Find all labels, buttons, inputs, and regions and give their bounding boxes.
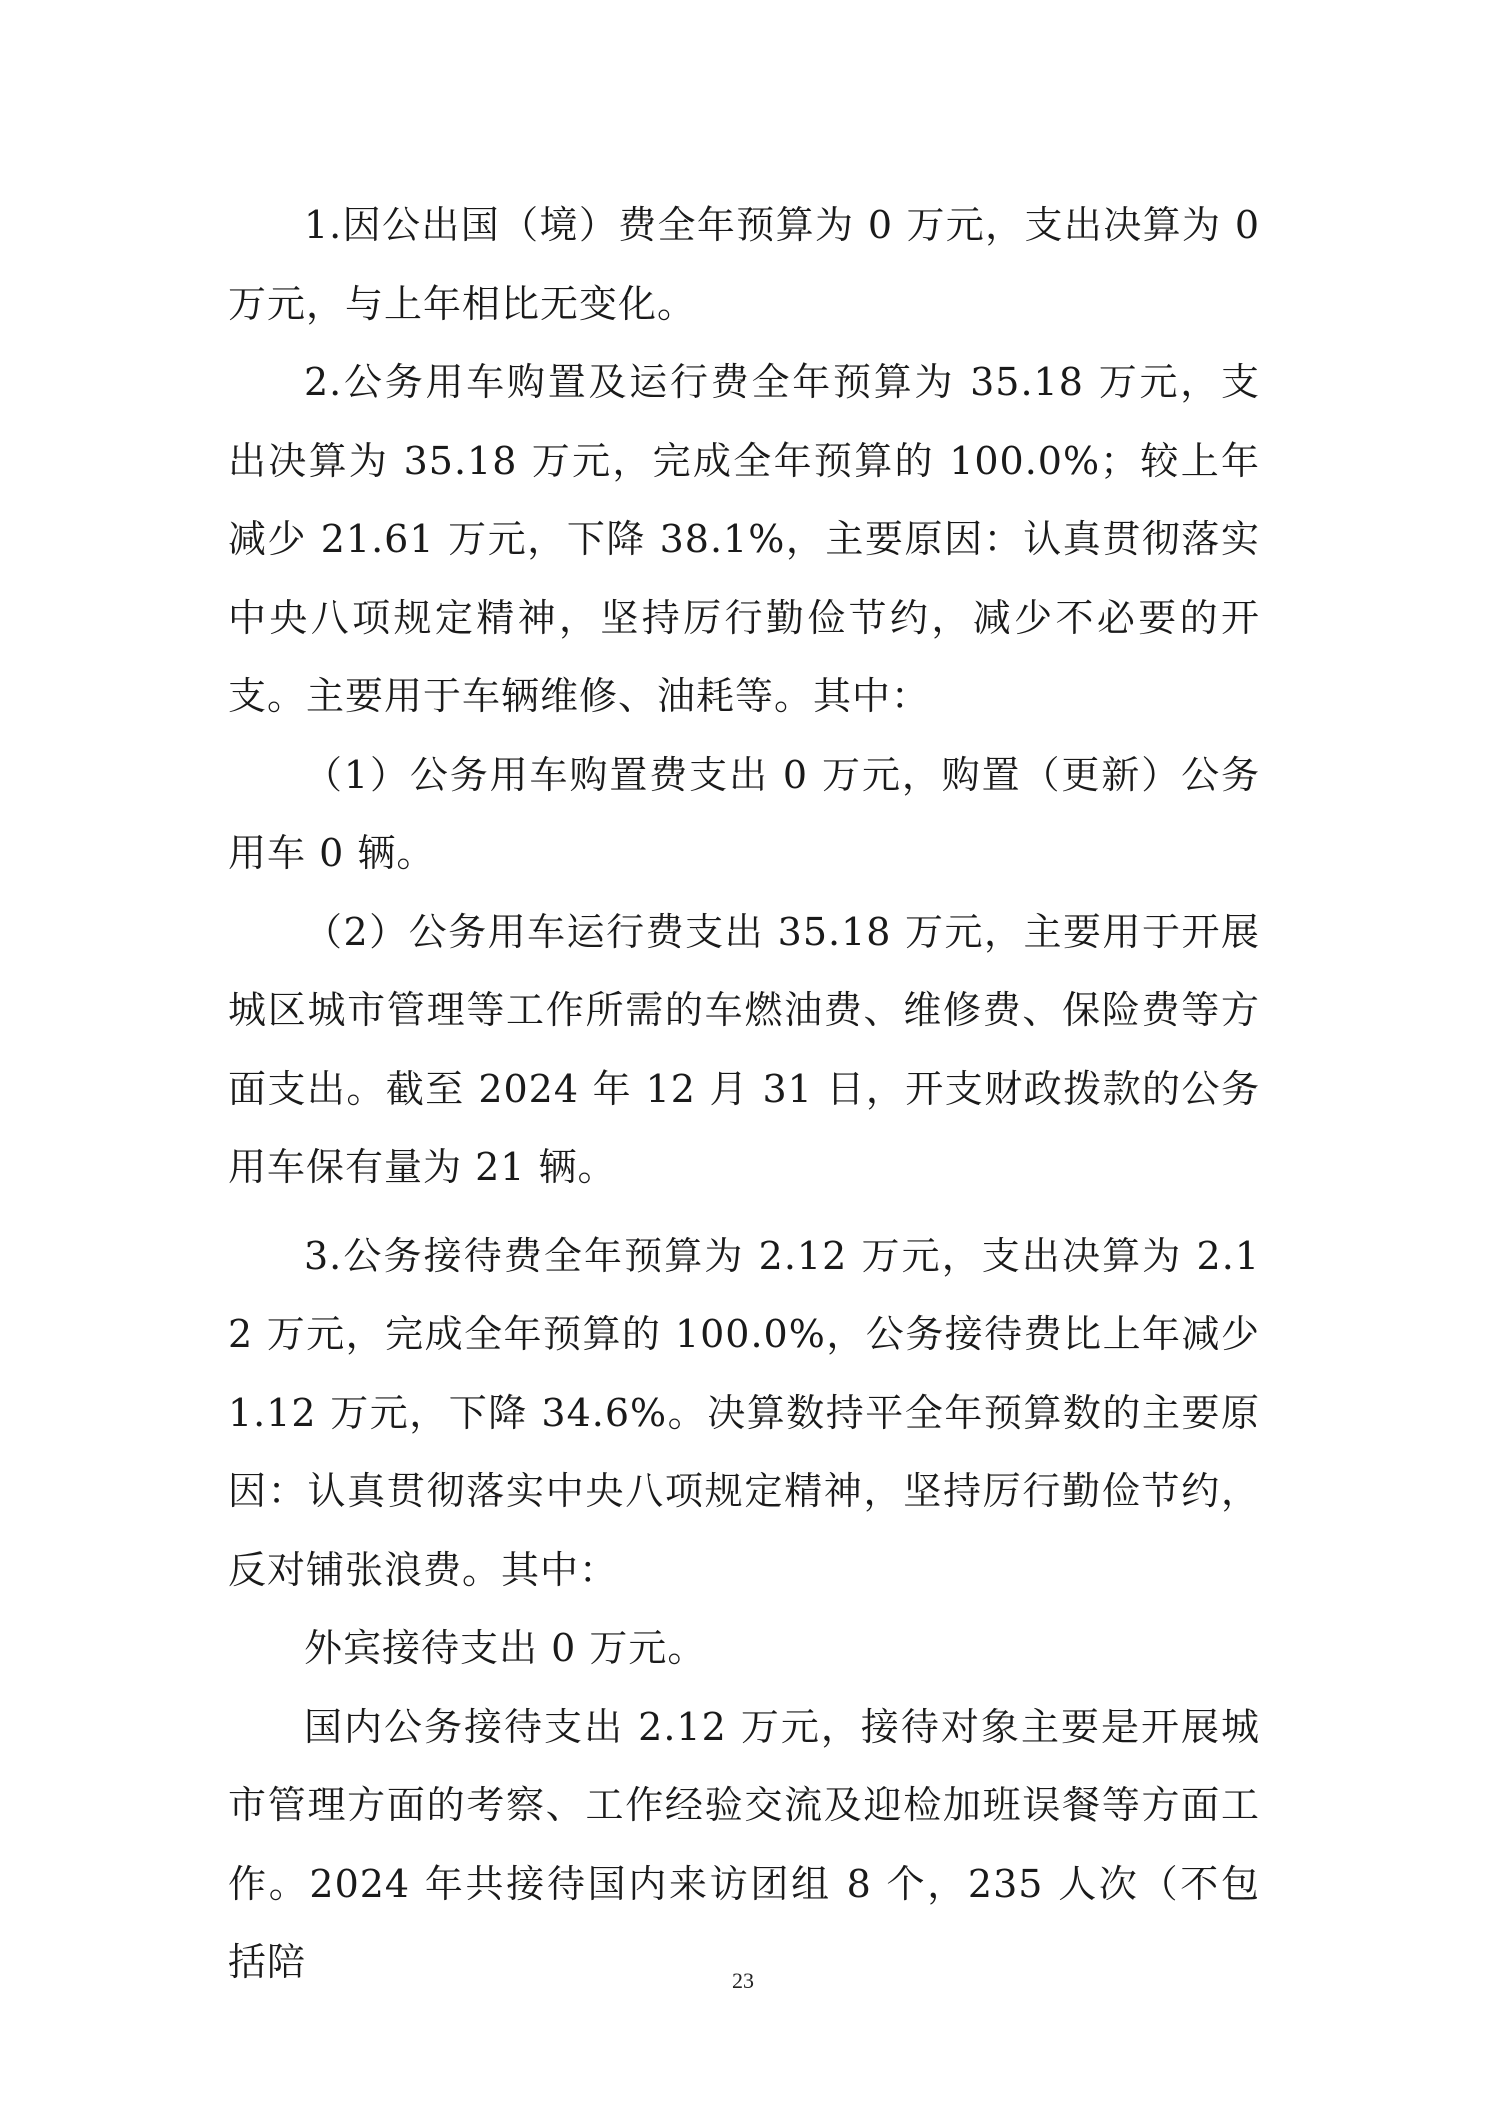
paragraph-domestic-reception: 国内公务接待支出 2.12 万元，接待对象主要是开展城市管理方面的考察、工作经验交流及迎检加班误餐等方面工作。2024 年共接待国内来访团组 8 个，235 人次（不包括陪	[228, 1704, 1260, 1984]
paragraph-vehicle-operation: （2）公务用车运行费支出 35.18 万元，主要用于开展城区城市管理等工作所需的车燃油费、维修费、保险费等方面支出。截至 2024 年 12 月 31 日，开支财政拨款的公务用车保有量为 21 辆。	[228, 909, 1260, 1189]
paragraph-overseas-travel: 1.因公出国（境）费全年预算为 0 万元，支出决算为 0 万元，与上年相比无变化。	[228, 203, 1260, 326]
page-number: 23	[732, 1968, 754, 1993]
paragraph-vehicle-expenses: 2.公务用车购置及运行费全年预算为 35.18 万元，支出决算为 35.18 万元，完成全年预算的 100.0%；较上年减少 21.61 万元，下降 38.1%，主要原因：认真贯彻落实中央八项规定精神，坚持厉行勤俭节约，减少不必要的开支。主要用于车辆维修、油耗等。其中：	[228, 360, 1260, 718]
document-body	[228, 186, 1260, 2002]
paragraph-reception-expenses: 3.公务接待费全年预算为 2.12 万元，支出决算为 2.12 万元，完成全年预算的 100.0%，公务接待费比上年减少 1.12 万元，下降 34.6%。决算数持平全年预算数的主要原因：认真贯彻落实中央八项规定精神，坚持厉行勤俭节约，反对铺张浪费。其中：	[228, 1233, 1260, 1592]
paragraph-foreign-reception: 外宾接待支出 0 万元。	[304, 1626, 707, 1670]
paragraph-vehicle-purchase: （1）公务用车购置费支出 0 万元，购置（更新）公务用车 0 辆。	[228, 752, 1260, 875]
